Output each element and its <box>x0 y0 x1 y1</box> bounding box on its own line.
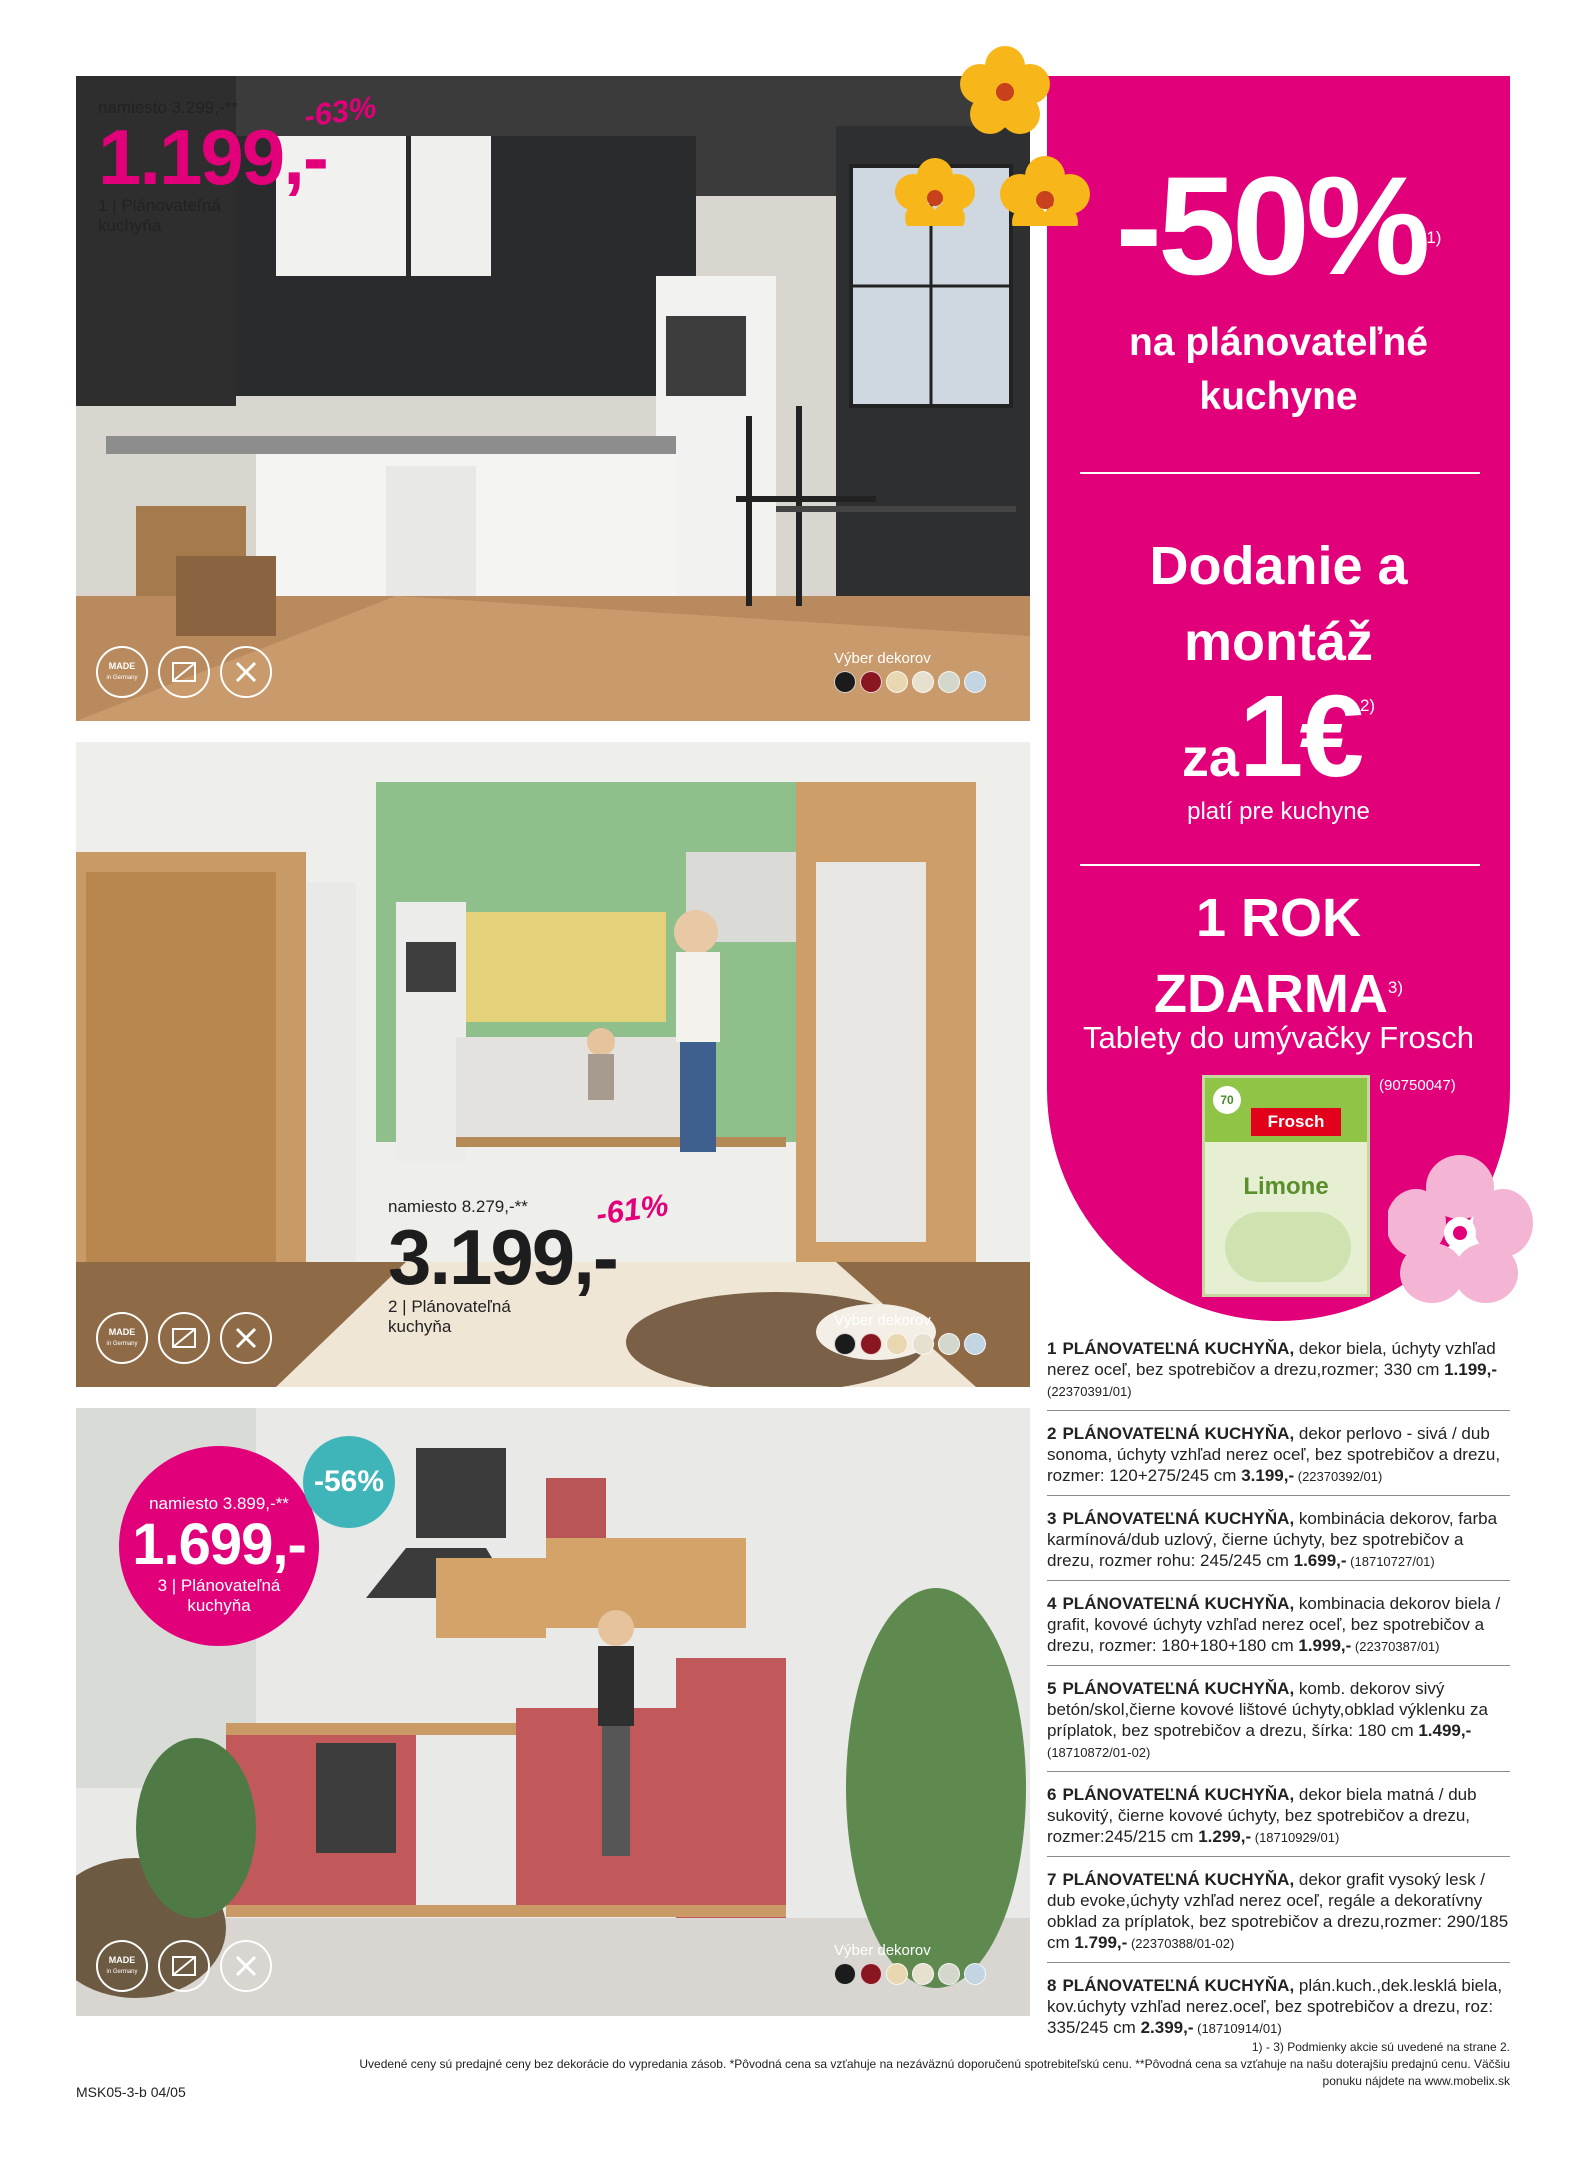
frosch-logo: Frosch <box>1251 1108 1341 1136</box>
frosch-tablets-box <box>1202 1075 1370 1297</box>
decor-swatches <box>834 671 986 693</box>
promo-discount: -50%$^{1)}$ <box>1115 147 1442 304</box>
box-flavor: Limone <box>1243 1173 1329 1200</box>
product-label-line2: kuchyňa <box>187 1596 251 1615</box>
free-year-line1: 1 ROK <box>1195 888 1362 948</box>
delivery-line2: montáž <box>1184 612 1373 672</box>
decor-title: Výber dekorov <box>834 1312 931 1329</box>
promo-subtitle-line2: kuchyne <box>1199 375 1358 418</box>
discount-badge: -63% <box>301 89 379 134</box>
made-in-germany-icon: MADE in Germany <box>96 1940 148 1992</box>
swatch-blue[interactable] <box>964 1333 986 1355</box>
list-item: 2 PLÁNOVATEĽNÁ KUCHYŇA, dekor perlovo - sivá / dub sonoma, úchyty vzhľad nerez oceľ, bez spotrebičov a drezu, rozmer: 120+275/245 cm 3.199,- (22370392/01) <box>1047 1423 1510 1496</box>
list-item: 5 PLÁNOVATEĽNÁ KUCHYŇA, komb. dekorov sivý betón/skol,čierne kovové lištové úchyty,obklad výklenku za príplatok, bez spotrebičov a drezu, šírka: 180 cm 1.499,- (18710872/01-02) <box>1047 1678 1510 1772</box>
delivery-line1: Dodanie a <box>1149 536 1408 596</box>
product-label-line1: 2 | Plánovateľná <box>388 1297 511 1316</box>
flowers-decoration <box>895 36 1095 226</box>
measure-plan-icon <box>158 1312 210 1364</box>
tablets-label: Tablety do umývačky Frosch <box>1082 1020 1475 1055</box>
footnotes <box>160 2039 1510 2090</box>
feature-badges <box>96 1940 272 1992</box>
original-price: namiesto 8.279,-** <box>388 1197 528 1216</box>
tools-icon <box>220 646 272 698</box>
promo-subtitle-line1: na plánovateľné <box>1129 321 1428 364</box>
pink-flower-decoration <box>1388 1155 1533 1310</box>
discount-badge: -61% <box>593 1187 671 1232</box>
delivery-price: za1€2) <box>1181 671 1376 801</box>
swatch-oak[interactable] <box>886 1333 908 1355</box>
tools-icon <box>220 1312 272 1364</box>
swatch-sage[interactable] <box>938 1963 960 1985</box>
swatch-black[interactable] <box>834 671 856 693</box>
swatch-black[interactable] <box>834 1333 856 1355</box>
feature-badges <box>96 646 272 698</box>
swatch-blue[interactable] <box>964 1963 986 1985</box>
free-year-line2: ZDARMA$^{3)}$ <box>1153 964 1404 1024</box>
footnote-conditions: 1) - 3) Podmienky akcie sú uvedené na strane 2. <box>1251 2040 1510 2054</box>
original-price: namiesto 3.299,-** <box>98 98 238 117</box>
kitchen-photo-2 <box>76 742 1030 1387</box>
kitchen-photo-1 <box>76 76 1030 721</box>
swatch-cream[interactable] <box>912 671 934 693</box>
decor-title: Výber dekorov <box>834 1942 931 1959</box>
price-block-3 <box>119 1494 319 1616</box>
swatch-blue[interactable] <box>964 671 986 693</box>
swatch-cream[interactable] <box>912 1333 934 1355</box>
sale-price: 1.199,- <box>98 113 327 201</box>
swatch-cream[interactable] <box>912 1963 934 1985</box>
divider <box>1080 472 1480 474</box>
decor-swatches <box>834 1333 986 1355</box>
measure-plan-icon <box>158 646 210 698</box>
feature-badges <box>96 1312 272 1364</box>
made-in-germany-icon: MADE in Germany <box>96 646 148 698</box>
original-price: namiesto 3.899,-** <box>149 1494 289 1513</box>
decor-swatches <box>834 1963 986 1985</box>
swatch-red[interactable] <box>860 1963 882 1985</box>
decor-title: Výber dekorov <box>834 650 931 667</box>
box-count: 70 <box>1213 1086 1241 1114</box>
list-item: 3 PLÁNOVATEĽNÁ KUCHYŇA, kombinácia dekorov, farba karmínová/dub uzlový, čierne úchyty, bez spotrebičov a drezu, rozmer rohu: 245/245 cm 1.699,- (18710727/01) <box>1047 1508 1510 1581</box>
measure-plan-icon <box>158 1940 210 1992</box>
swatch-red[interactable] <box>860 1333 882 1355</box>
decor-selection <box>834 1312 986 1355</box>
footnote-website: ponuku nájdete na www.mobelix.sk <box>1322 2074 1510 2088</box>
tools-icon <box>220 1940 272 1992</box>
sale-price: 1.699,- <box>132 1512 306 1577</box>
product-label-line2: kuchyňa <box>388 1317 452 1336</box>
decor-selection <box>834 650 986 693</box>
decor-selection <box>834 1942 986 1985</box>
made-in-germany-icon: MADE in Germany <box>96 1312 148 1364</box>
product-label-line1: 1 | Plánovateľná <box>98 196 221 215</box>
kitchen-photo-3 <box>76 1408 1030 2016</box>
divider <box>1080 864 1480 866</box>
list-item: 4 PLÁNOVATEĽNÁ KUCHYŇA, kombinacia dekorov biela / grafit, kovové úchyty vzhľad nerez oceľ, bez spotrebičov a drezu, rozmer: 180+180+180 cm 1.999,- (22370387/01) <box>1047 1593 1510 1666</box>
list-item: 7 PLÁNOVATEĽNÁ KUCHYŇA, dekor grafit vysoký lesk / dub evoke,úchyty vzhľad nerez oceľ, regále a dekoratívny obklad za príplatok, bez spotrebičov a drezu,rozmer: 290/185 cm 1.799,- (22370388/01-02) <box>1047 1869 1510 1963</box>
list-item: 8 PLÁNOVATEĽNÁ KUCHYŇA, plán.kuch.,dek.lesklá biela, kov.úchyty vzhľad nerez.oceľ, bez spotrebičov a drezu, roz: 335/245 cm 2.399,- (18710914/01) <box>1047 1976 1503 2037</box>
product-list <box>1047 1338 1510 2059</box>
swatch-sage[interactable] <box>938 1333 960 1355</box>
swatch-sage[interactable] <box>938 671 960 693</box>
list-item: 1 PLÁNOVATEĽNÁ KUCHYŇA, dekor biela, úchyty vzhľad nerez oceľ, bez spotrebičov a drezu,rozmer; 330 cm 1.199,- (22370391/01) <box>1047 1338 1510 1411</box>
product-label-line1: 3 | Plánovateľná <box>157 1576 281 1595</box>
list-item: 6 PLÁNOVATEĽNÁ KUCHYŇA, dekor biela matná / dub sukovitý, čierne kovové úchyty, bez spotrebičov a drezu, rozmer:245/215 cm 1.299,- (18710929/01) <box>1047 1784 1510 1857</box>
tablets-code: (90750047) <box>1379 1077 1456 1094</box>
swatch-oak[interactable] <box>886 1963 908 1985</box>
swatch-oak[interactable] <box>886 671 908 693</box>
product-label-line2: kuchyňa <box>98 216 162 235</box>
delivery-note: platí pre kuchyne <box>1187 798 1370 825</box>
promo-panel <box>1047 76 1510 1321</box>
page-code: MSK05-3-b 04/05 <box>76 2084 186 2100</box>
swatch-black[interactable] <box>834 1963 856 1985</box>
price-block-1 <box>98 98 327 236</box>
footnote-prices: Uvedené ceny sú predajné ceny bez dekorácie do vypredania zásob. *Pôvodná cena sa vzťahuje na nezáväznú doporučenú spotrebiteľskú cenu. **Pôvodná cena sa vzťahuje na našu doterajšiu predajnú cenu. Väčšiu <box>359 2057 1510 2071</box>
swatch-red[interactable] <box>860 671 882 693</box>
discount-badge: -56% <box>303 1436 395 1528</box>
price-block-2 <box>388 1197 617 1337</box>
box-dishes-icon <box>1225 1212 1351 1282</box>
sale-price: 3.199,- <box>388 1213 617 1301</box>
